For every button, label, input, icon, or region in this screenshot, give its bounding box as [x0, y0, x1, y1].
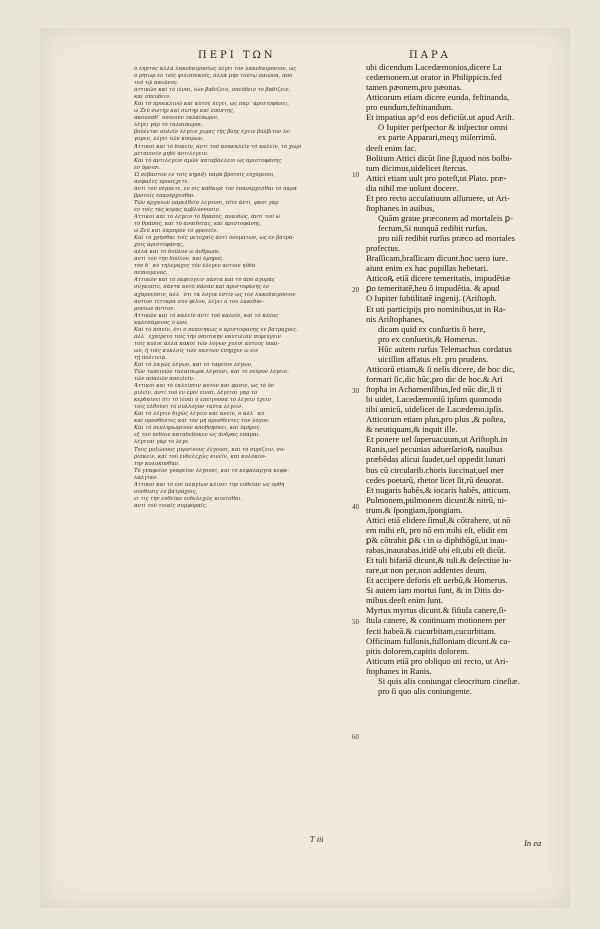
- latin-running-header: ΠΑΡΑ: [409, 50, 451, 61]
- greek-line: ὁ ῥήτωρ ἐν τοῖς φιλιππικοῖς, ἀλλὰ μὴν τούτῳ παιῶνα, ἀπὸ: [134, 73, 293, 80]
- latin-line: ſtophanes in Ranis.: [366, 665, 432, 676]
- greek-line: Καὶ τὸ ἀντιλέγειν ἀμῶν καταβάλλειν ὡς ἀριστοφάνης: [134, 157, 282, 164]
- greek-line: ἀντὶ τοῦ τοιαῖς συμφοραῖς.: [134, 502, 208, 509]
- greek-line: Καὶ τὸ λαγῶς λέγων, καὶ τὸ ταμεῖον λέγων,: [134, 361, 253, 368]
- greek-line: βούλεται αὐλεῖν λέγειν χωρὶς τῆς βοὴς ἔχειν βόλβιτον λέ-: [134, 129, 291, 136]
- greek-line: ἀττικῶν καὶ τὸ ἰέναι, ἰὼν βαδίζειν, σπεύδειν τὸ βαδίζειν,: [134, 87, 291, 94]
- latin-line: rare,ut non per,non addentes deum.: [366, 565, 487, 576]
- latin-line: O Iupiter ſubtilitatē ingenij. (Ariſtoph.: [366, 293, 497, 304]
- latin-line: trum.& ſpongiam,ſpongiam.: [366, 504, 463, 515]
- latin-line: O Iupiter perſpector & inſpector omni: [378, 122, 508, 133]
- greek-line: Καὶ τὸ προεκλινῶ καὶ αὐτὸς λέγει, ὡς παρ᾽ ἀριστοφάνει,: [134, 101, 289, 108]
- greek-line: λαλγίαν.: [134, 474, 159, 481]
- latin-line: ſtula canere, & continuam motionem per: [366, 615, 506, 626]
- latin-line: Et ponere uel ſuperuacuum,ut Ariſtoph.in: [366, 434, 508, 445]
- latin-line: pro ſi quo alis coniungente.: [378, 685, 472, 696]
- latin-line: Ranis,uel pecunias aduerſarioꝶ nauibus: [366, 444, 503, 455]
- greek-line: Ἀττικῶν καὶ τὸ καλεῖν ἀντὶ τοῦ καλεῖν, καὶ τὸ κλέος: [134, 312, 279, 319]
- latin-line: Attici etiam uult pro poteſt,ut Plato. præ-: [366, 172, 507, 183]
- greek-line: καὶ προσθέντες καὶ τὸν μὴ προσθέντες τὸν λόγον.: [134, 418, 270, 425]
- latin-line: dia nihil me uolunt docere.: [366, 182, 459, 193]
- latin-line: Atticorum etiam dicere eunda, feſtinanda,: [366, 92, 510, 103]
- greek-line: λέγει γὰρ τὸ ταλαίπωροι.: [134, 122, 203, 129]
- latin-line: Atticum etiā pro obliquo uti recto, ut Ari-: [366, 655, 509, 666]
- latin-line: Braſſicam,braſſicam dicunt.hoc uero iure.: [366, 253, 508, 264]
- greek-line: πεπνυμένος.: [134, 270, 168, 277]
- greek-line: ὦ Ζεῦ καὶ λαμπρόν τὸ φρονεῖν.: [134, 228, 219, 235]
- greek-line: ἀντίον τέτταρα σὺν φίλον, λέγει ὁ τὸν λακεδαι-: [134, 298, 264, 305]
- greek-line: γομεν, λέγει τῶν κόπρων.: [134, 136, 204, 143]
- latin-line: ubi dicendum Lacedæmonios,dicere La: [366, 62, 502, 72]
- greek-running-header: ΠΕΡΙ ΤΩΝ: [198, 50, 276, 61]
- latin-line: tamen pæonem,pro pæonas.: [366, 82, 462, 93]
- greek-line: ἀχαρνεῦσιν, ἀλλ᾽ ὅτι τὰ λόγια ἐστὶν ὡς τὸν λακεδαιμόνιον: [134, 291, 296, 298]
- latin-line: Officinam fullonis,fulloniam dicunt.& ca-: [366, 635, 511, 646]
- greek-line: ἀντὶ τοῦ τὴν δοῦλον, καὶ ὅμηρος.: [134, 256, 224, 263]
- catchword: In ea: [524, 838, 542, 848]
- greek-line: ὦ Ζεῦ σωτὴρ καὶ σωτὴρ καὶ ἐπόπτης,: [134, 108, 235, 115]
- latin-line: em mihi eſt, pro nō em mihi eſt, elidit em: [366, 524, 508, 535]
- greek-line: Τὸ γναφεῖον γναφεῖον λέγουσι, καὶ τὸ κεφαλαργία κεφα-: [134, 467, 289, 474]
- greek-line: Τοὺς μυξώνους μυρσίνους λέγουσι, καὶ τὸ συρίζειν, συ-: [134, 446, 285, 453]
- latin-line: præbēdas alicui ſuadet,uel oppedit lunari: [366, 454, 506, 465]
- greek-line: τὸν δ᾽ αὖ τηλέμαχος τὸν ἔλεγεν ἀντίον ηὔδα: [134, 263, 256, 270]
- greek-line: χοις ἀριστοφάνης,: [134, 242, 184, 249]
- latin-line: Et tuli bifariā dicunt,& tuli.& deſectiue iu-: [366, 555, 512, 566]
- greek-line: Ἀττικοὶ καὶ τὸ ἐκλείπειν αὐτὸν καὶ φασὶν, ὡς τὸ ὅν: [134, 383, 275, 390]
- greek-line: Καὶ τὸ χρήσθαι τοῖς μετοχαῖς ἀντὶ ὀνομάτων, ὡς ἐν βατρά-: [134, 235, 295, 242]
- latin-line: & neutiquam,& inquit ille.: [366, 424, 458, 435]
- line-number-20: 20: [352, 286, 359, 294]
- latin-line: Atticoꝶ etiā dicere temeritatis, impudētiæ: [366, 273, 511, 284]
- signature-mark: T iii: [310, 836, 324, 844]
- latin-line: formari ſic,dic hūc,pro dic de hoc.& Ari: [366, 373, 503, 384]
- latin-line: ꝑo temeritatē,heu ō impudētia. & apud: [366, 283, 500, 294]
- greek-line: βροτοῖς ἐπανέρχεσθαι.: [134, 192, 196, 199]
- latin-line: bus cū circularib.choris ſuccinat,uel mer: [366, 464, 504, 475]
- latin-line: mibus.deeſt enim ſunt.: [366, 595, 443, 606]
- greek-line: σύγκοπτε, πάντα αὐτὸ πᾶσαν καὶ ἀριστοφάνης ἐν: [134, 284, 270, 291]
- latin-line: aiunt enim ex hac pupillas hebetari.: [366, 263, 489, 274]
- latin-line: Bolitum Attici dicūt ſine β,quod nos bolbi-: [366, 152, 513, 163]
- line-number-60: 60: [352, 733, 359, 741]
- greek-line: Τῶν ἀρχαίων παρελθεῖν λέγουσι, πῖτε ἀντί, φασὶ γὰρ: [134, 199, 279, 206]
- greek-line: λέγεται γὰρ τό λέγε.: [134, 439, 190, 446]
- latin-line: deeſt enim fac.: [366, 142, 417, 153]
- latin-line: Et pro recto accuſatiuum aſſumere, ut Ari-: [366, 192, 510, 203]
- latin-line: Et impatiua ap^d eos deficiūt.ut apud Ariſt.: [366, 112, 515, 123]
- greek-line: Καὶ τὸ ποιεῖν, ὅτι ὁ πεποιηκὼς ὁ ἀριστοφάνης ἐν βατράχοις.: [134, 326, 298, 333]
- greek-line: Καὶ τὸ λέγειν διχῶς λέγειν καὶ ἀνεῖν, ὁ ἀλλ᾽ αὖ: [134, 411, 265, 418]
- greek-line: καλεσάμενος ὁ ὤνε.: [134, 319, 189, 326]
- greek-line: ἀκούσαθ᾽ ὁσοιοῦν ταλαίπωροι.: [134, 115, 219, 122]
- latin-line: pitis dolorem,capitis dolorem.: [366, 645, 470, 656]
- latin-line: cedes poetarū, rhetor licet ſit,rū deuorat.: [366, 474, 504, 485]
- greek-line: ων, ἣ τοῖς κυκλοῖς τῶν παντων ἐπήρχεν ὦ εἶν: [134, 347, 259, 354]
- latin-line: cedæmonem.ut orator in Philippicis.fed: [366, 72, 502, 83]
- latin-line: ſtophanes in auibus,: [366, 202, 435, 213]
- greek-line: Ἀττικοὶ καὶ τὸ δοκεῖν, ἀντὶ τοῦ ἀνακαλεῖν τὸ καλεῖν, τὸ χωρὶ: [134, 143, 302, 150]
- latin-line: ꝑ& cōtrahit ꝑ& ι in ω diphthōgū,ut inau-: [366, 534, 508, 545]
- greek-line: εἰ τις τὴν εὐθεῖαν ἐνδελεχῶς κινεῖσθαι.: [134, 495, 243, 502]
- greek-line: τῶν ἀπαλῶν ἀπειλεῖν.: [134, 376, 195, 383]
- greek-line: ἀλλὰ καὶ τὸ δοῦλον ὦ ἄνθρωπε,: [134, 249, 221, 256]
- greek-line: ἀλλ᾽ ἐχαίρετο τοῖς τὴν ναυτικὴν ναυτιλίαν πεφεύγειν: [134, 333, 281, 340]
- line-number-10: 10: [352, 171, 359, 179]
- line-number-30: 30: [352, 387, 359, 395]
- greek-line: Ἀττικοὶ καὶ τὸ ἐπὶ πλαγίων κλίσει τὴν εὐθεῖαν ὡς ὀρθὴ: [134, 481, 285, 488]
- greek-line: τοῖς ἐλθοῦσι τὸ σύλλογον ταῦτα λέγειν.: [134, 404, 243, 411]
- greek-text-column: [134, 66, 330, 510]
- greek-line: την κολοκύνθαν.: [134, 460, 180, 467]
- latin-line: tibi amicū, uidelicet de Lacædemo.ipſis.: [366, 404, 504, 415]
- latin-line: uiciſſim affatus eſt. pro prudens.: [378, 353, 489, 364]
- greek-line: τὸ θράσος, καὶ τὸ ἀναιδείας, καὶ ἀριστοφάνης,: [134, 221, 262, 228]
- greek-line: ὁ ληπτὸς ἀλλὰ λακεδαιμονίως λέγει τὸν λακεδαιμόνιον, ὡς: [134, 66, 297, 72]
- latin-line: bi uidet, Lacedæmoniū ipſum quomodo: [366, 394, 502, 405]
- greek-line: μετανοεῖν μηδὲ ἀντιλέγειν.: [134, 150, 209, 157]
- greek-line: σύνθεσις ἐν βατράχοις,: [134, 488, 198, 495]
- latin-line: nis Ariſtophanes,: [366, 313, 425, 324]
- latin-line: Quām graue præconem ad mortaleis ꝑ-: [378, 212, 514, 223]
- greek-line: μιλεῖν, ἀντὶ τοῦ ἐν ἐμοὶ εἶναι, λέγεται γὰρ τὸ: [134, 390, 258, 397]
- greek-line: μονίων ἀντίον.: [134, 305, 176, 312]
- greek-line: Ἀττικοὶ καὶ τὸ λέγειν τὸ θρασύς, ἀναιδῶς, ἀντὶ τοῦ ὦ: [134, 213, 280, 220]
- latin-line: pro ex conſuetis,& Homerus.: [378, 333, 478, 344]
- latin-line: Si quis alis coniungat cleocritum cineſiæ.: [378, 675, 520, 686]
- greek-line: Ἀττικῶν καὶ τὸ ἐκφεύγειν πάντα καὶ τὸ ἀπὸ ἀγορᾶς: [134, 277, 275, 284]
- latin-line: Atticorum etiam plus,pro plus ,& poſtea,: [366, 414, 506, 425]
- latin-line: dicam quid ex conſuetis ô here,: [378, 323, 486, 334]
- greek-line: τῇ πολιτείᾳ.: [134, 354, 168, 361]
- latin-line: Et accipere deforis eſt uerbū,& Homerus.: [366, 575, 508, 586]
- latin-line: pro niſi redibit rurſus præco ad mortales: [378, 233, 515, 244]
- latin-line: Atticorū etiam,& ſi nelis dicere, de hoc dic,: [366, 363, 515, 374]
- latin-line: rabas,inaurabas.itidē ubi eſt,ubi eſt dicūt.: [366, 545, 506, 555]
- latin-line: tum dicimus,uidelicet ſtercus.: [366, 162, 468, 173]
- latin-text-column: [366, 62, 576, 696]
- line-number-40: 40: [352, 503, 359, 511]
- greek-line: Ὦ σεβαστὸν ἐν τοῖς κήρυξι παρὰ βροτοῖς εὐχόμενοι,: [134, 171, 276, 178]
- greek-line: τοῖς κολοὶ ἀλλὰ κακοὶ τῶν λόγων χυλοῖ αὐτούς ὑπαί-: [134, 340, 280, 347]
- greek-line: ἐν ὄρνισι.: [134, 164, 161, 171]
- greek-line: κερδαίνει ὅτι τὸ ἰέναι ὁ ἐπείγουσα τὸ λέγειν ἔχειν: [134, 397, 272, 404]
- greek-line: Τῶν ταπεινῶν ταλαίπωρα λέγουσι, καὶ τὸ νεῦρον λέγειν,: [134, 369, 289, 376]
- latin-line: Attici etiā elidere ſimul,& cōtrahere, ut nō: [366, 514, 511, 525]
- greek-line: ἀντὶ τοῦ πέμπετε, ἐν οἷς κάθαιρε τὸν ἐπανέρχεσθαι τὸ παρὰ: [134, 185, 297, 192]
- latin-line: Et nugaris habēs,& iocaris habēs, atticum.: [366, 484, 511, 495]
- latin-line: Pulmonem,pulmonem dicunt.& nitrū, ni-: [366, 494, 507, 505]
- latin-line: Myrtus myrtus dicunt.& fiſtula canere,ſi-: [366, 605, 507, 616]
- latin-line: ex parte Apparari,meqȝ miſerrimū.: [378, 132, 497, 143]
- greek-line: τοῦ τῷ παιῶνος.: [134, 80, 179, 87]
- latin-line: pro eundum,feſtinandum.: [366, 102, 454, 113]
- latin-line: Et uti participijs pro nominibus,ut in Ra-: [366, 303, 506, 314]
- latin-line: fectum,Si nunquā redibit rurſus.: [378, 223, 488, 233]
- greek-line: ρίσκειν, καὶ τοῦ ἐνδελεχῶς κινεῖν, καὶ κολοκύν-: [134, 453, 267, 460]
- latin-line: profectus.: [366, 243, 401, 254]
- line-number-50: 50: [352, 618, 359, 626]
- greek-line: ἀσφαλὲς προσέχετε.: [134, 178, 190, 185]
- latin-line: fecti habeā.& cucurbitam,cucurbitam.: [366, 625, 497, 636]
- greek-line: ἐξ τοῦ πεδίου καταδεδύκεν ὡς ἄνδρας ἐπάμαι.: [134, 432, 261, 439]
- latin-line: ſtopha in Acharnenſibus,ſed nūc dic,ſi ti: [366, 384, 502, 394]
- greek-line: καὶ σπεύδειν.: [134, 94, 171, 101]
- greek-line: Καὶ τὸ πεπληρωμένον ἀποθνῄσκει, καὶ ὅμηρος.: [134, 425, 262, 432]
- latin-line: Hūc autem rurſus Telemachus cordatus: [378, 343, 512, 354]
- latin-line: Si autem iam mortui ſunt, & in Ditis do-: [366, 585, 505, 596]
- greek-line: ἐν τοῖς τὰς κόρας ἀμβλύνουσιν.: [134, 206, 221, 213]
